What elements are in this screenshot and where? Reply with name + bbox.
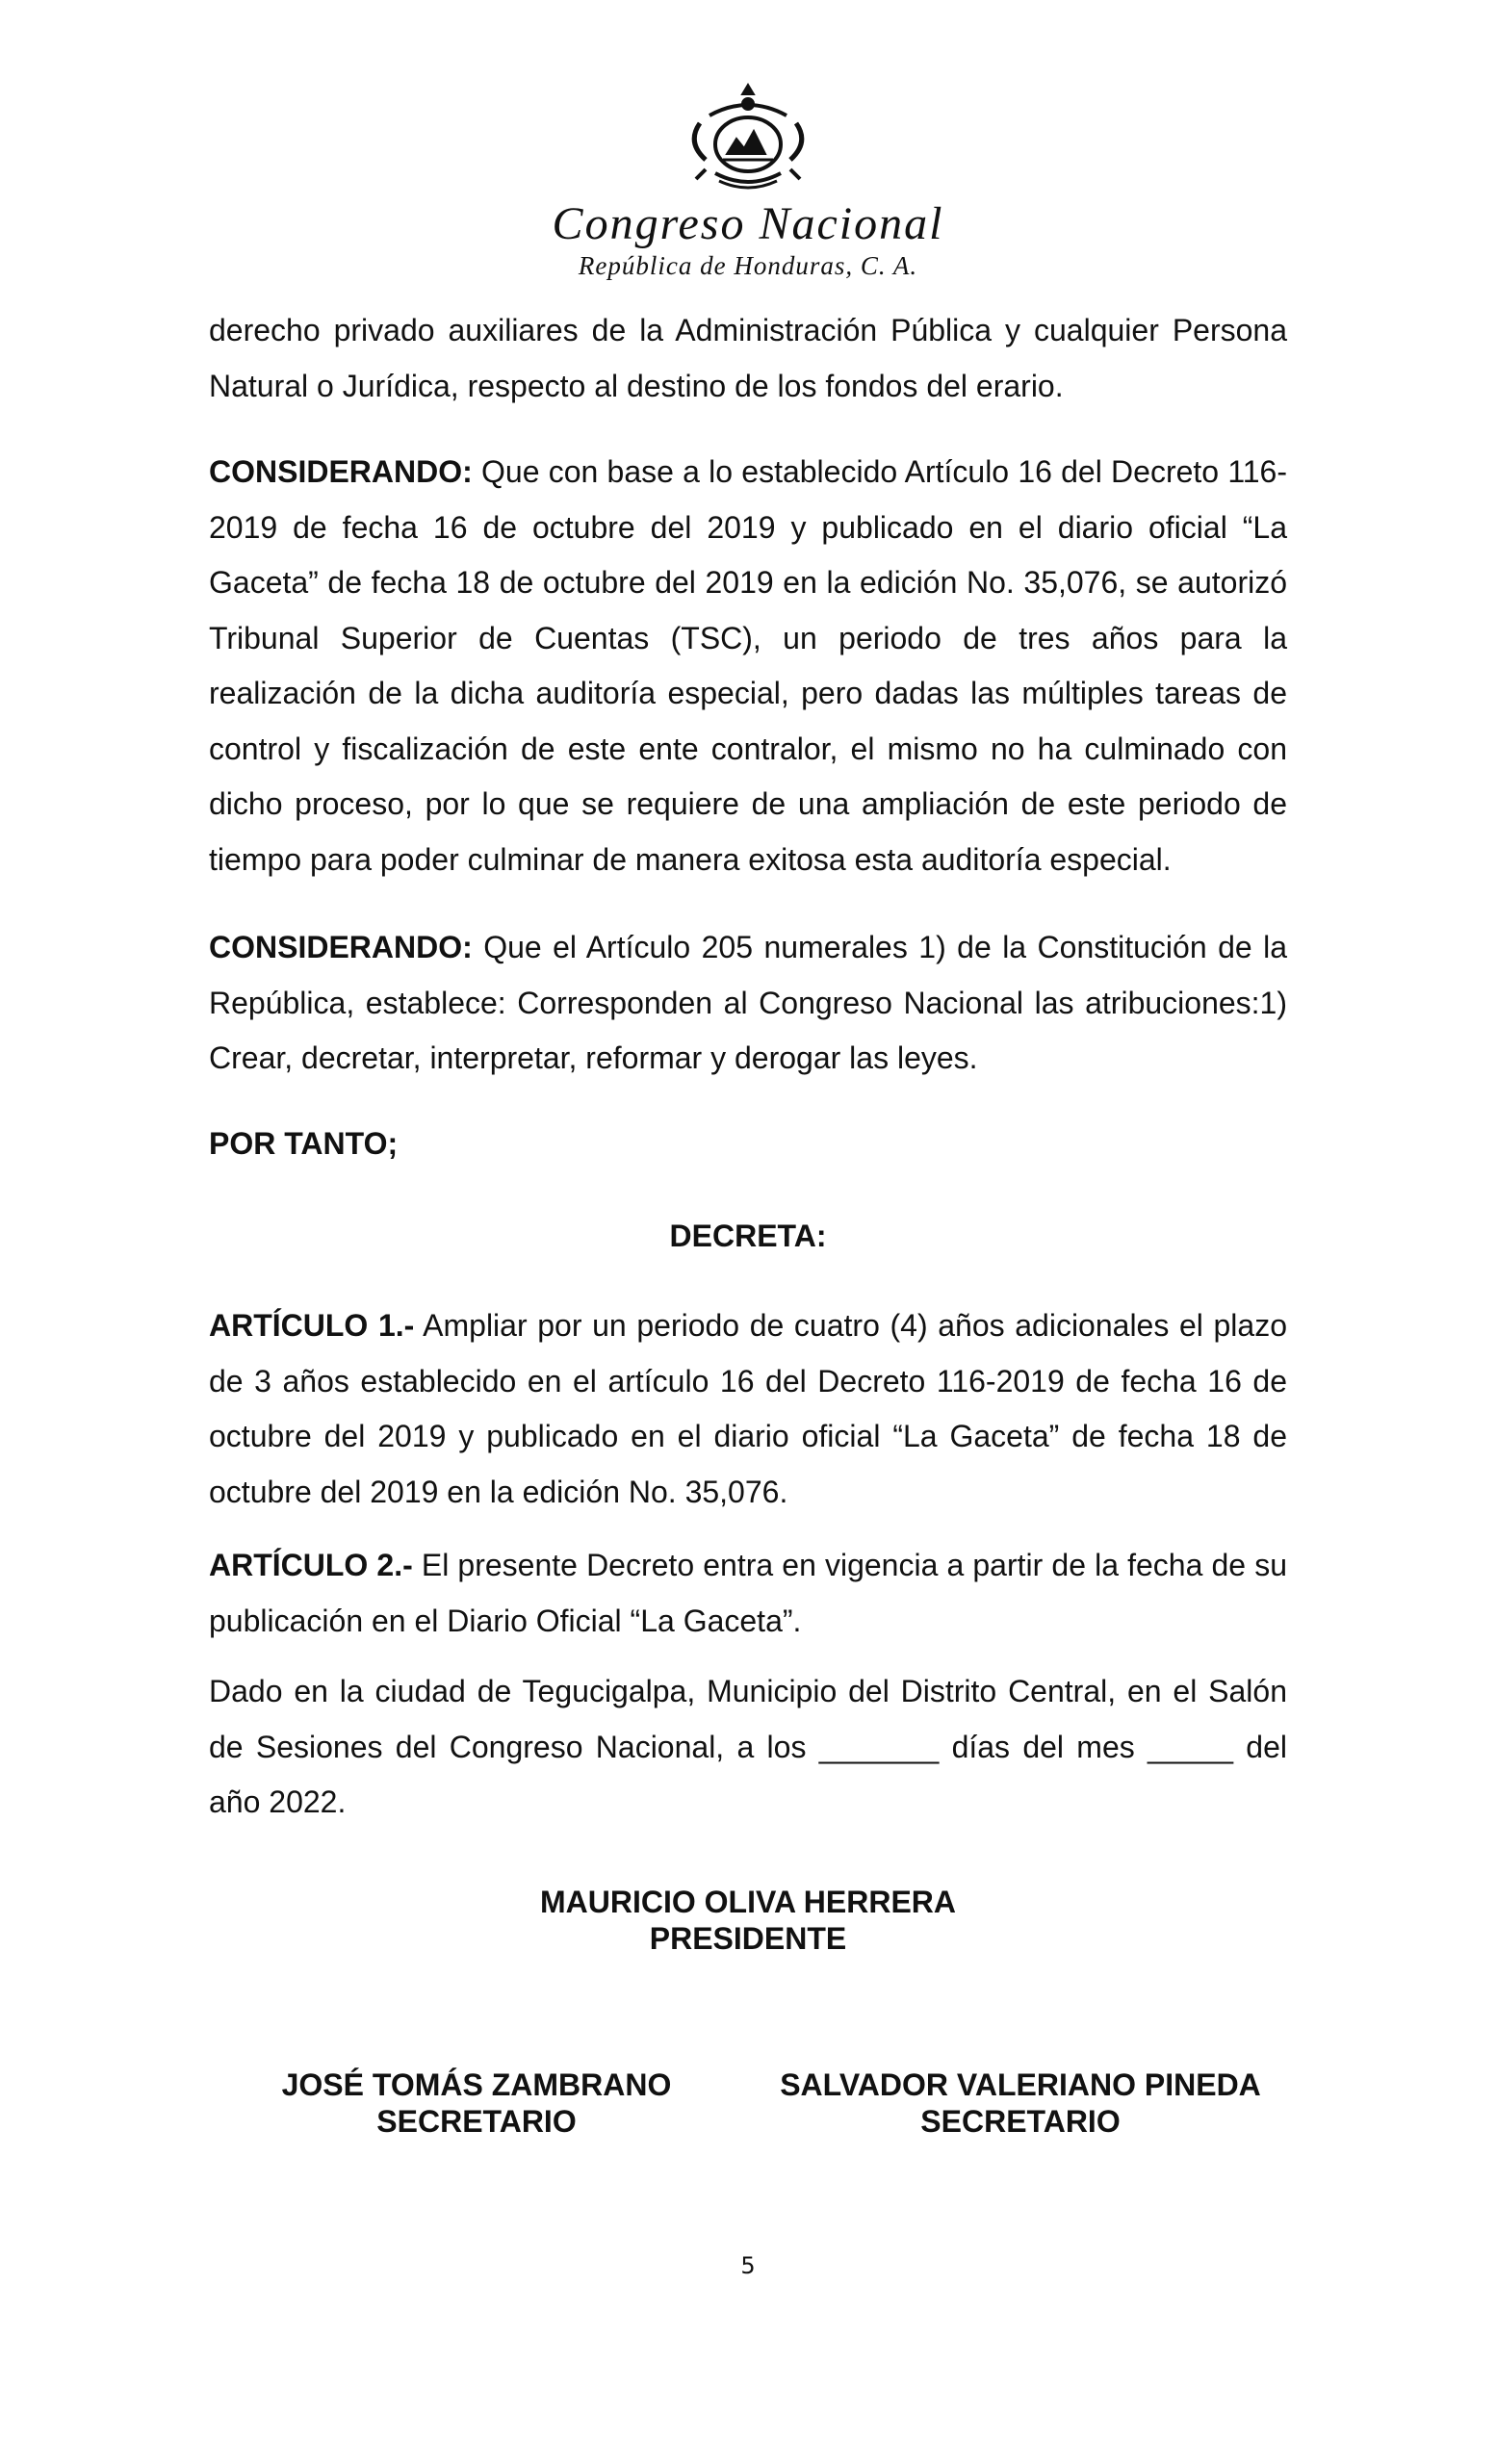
- president-signature-block: [0, 1884, 1496, 1957]
- intro-paragraph: [209, 303, 1287, 414]
- page-number: 5: [740, 2252, 756, 2279]
- articulo-2-text: El presente Decreto entra en vigencia a partir de la fecha de su publicación en el Diario Oficial “La Gaceta”.: [209, 1548, 1288, 1638]
- articulo-2-label: ARTÍCULO 2.-: [209, 1548, 413, 1582]
- president-name: MAURICIO OLIVA HERRERA: [540, 1885, 956, 1919]
- dado-paragraph: [209, 1664, 1287, 1831]
- letterhead-institution: Congreso Nacional: [552, 198, 944, 249]
- considerando-1-label: CONSIDERANDO:: [209, 454, 473, 489]
- secretary-1-title: SECRETARIO: [376, 2104, 577, 2139]
- secretary-2-signature-block: [751, 2066, 1290, 2140]
- articulo-1-text: Ampliar por un periodo de cuatro (4) años adicionales el plazo de 3 años establecido en el artículo 16 del Decreto 116-2019 de fecha 16 de octubre del 2019 y publicado en el diario oficial “La Gaceta” de fecha 18 de octubre del 2019 en la edición No. 35,076.: [209, 1308, 1287, 1509]
- considerando-2-paragraph: [209, 920, 1287, 1087]
- letterhead: [0, 77, 1496, 281]
- dado-text: Dado en la ciudad de Tegucigalpa, Municipio del Distrito Central, en el Salón de Sesiones del Congreso Nacional, a los _______ días del mes _____ del año 2022.: [209, 1674, 1287, 1819]
- secretary-1-signature-block: [241, 2066, 712, 2140]
- por-tanto-text: POR TANTO;: [209, 1126, 399, 1161]
- articulo-2-paragraph: [209, 1538, 1287, 1649]
- articulo-1-paragraph: [209, 1298, 1287, 1520]
- decreta-heading: [209, 1209, 1287, 1265]
- por-tanto-heading: [209, 1116, 1287, 1172]
- considerando-2-label: CONSIDERANDO:: [209, 930, 473, 964]
- considerando-1-text: Que con base a lo establecido Artículo 16 del Decreto 116-2019 de fecha 16 de octubre del 2019 y publicado en el diario oficial “La Gaceta” de fecha 18 de octubre del 2019 en la edición No. 35,076, se autorizó Tribunal Superior de Cuentas (TSC), un periodo de tres años para la realización de la dicha auditoría especial, pero dadas las múltiples tareas de control y fiscalización de este ente contralor, el mismo no ha culminado con dicho proceso, por lo que se requiere de una ampliación de este periodo de tiempo para poder culminar de manera exitosa esta auditoría especial.: [209, 454, 1287, 877]
- secretary-1-name: JOSÉ TOMÁS ZAMBRANO: [281, 2067, 672, 2102]
- considerando-2-text: Que el Artículo 205 numerales 1) de la Constitución de la República, establece: Corresponden al Congreso Nacional las atribuciones:1) Crear, decretar, interpretar, reformar y derogar las leyes.: [209, 930, 1287, 1075]
- secretary-2-title: SECRETARIO: [920, 2104, 1121, 2139]
- letterhead-subtitle: República de Honduras, C. A.: [578, 250, 918, 280]
- coat-of-arms-emblem: [671, 77, 825, 197]
- intro-text: derecho privado auxiliares de la Administración Pública y cualquier Persona Natural o Jurídica, respecto al destino de los fondos del erario.: [209, 313, 1287, 403]
- president-title: PRESIDENTE: [649, 1921, 847, 1956]
- decreta-text: DECRETA:: [669, 1219, 827, 1253]
- articulo-1-label: ARTÍCULO 1.-: [209, 1308, 415, 1343]
- considerando-1-paragraph: [209, 445, 1287, 887]
- secretary-2-name: SALVADOR VALERIANO PINEDA: [780, 2067, 1261, 2102]
